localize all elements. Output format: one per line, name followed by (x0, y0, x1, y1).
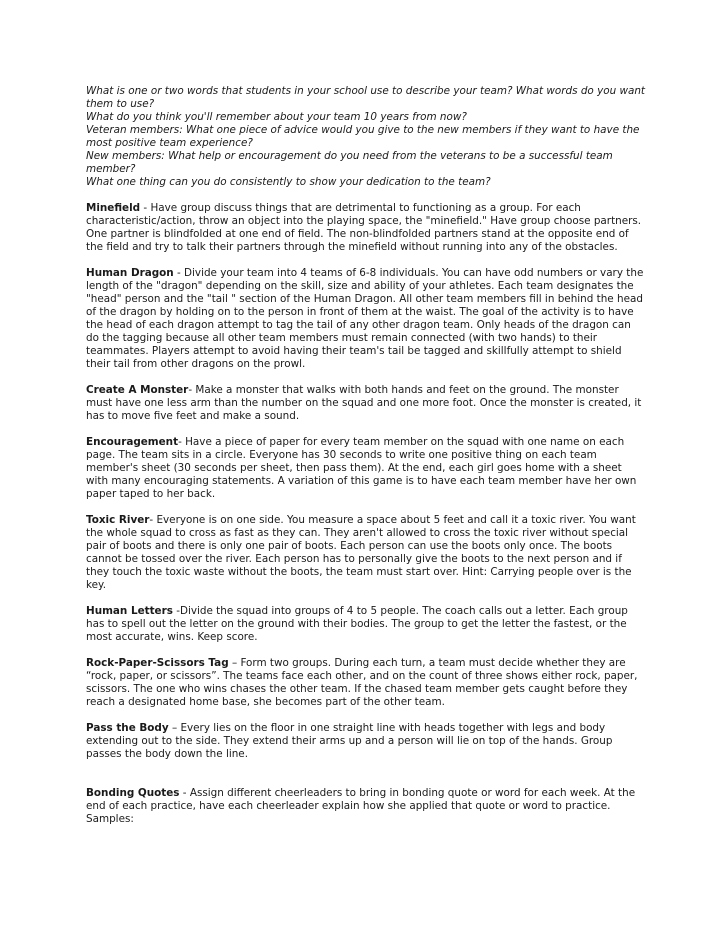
question-item: What is one or two words that students in your school use to describe your team? What words do you want them to use? (86, 85, 645, 110)
document-body (86, 85, 646, 826)
activity-title: Human Letters (86, 605, 173, 617)
activity-pass-the-body (86, 722, 646, 761)
activity-toxic-river (86, 514, 646, 592)
activity-encouragement (86, 436, 646, 501)
activity-title: Rock-Paper-Scissors Tag (86, 657, 229, 669)
activity-description: - Everyone is on one side. You measure a space about 5 feet and call it a toxic river. You want the whole squad to cross as fast as they can. They aren't allowed to cross the toxic river without special pair of boots and there is only one pair of boots. Each person can use the boots only once. The boots cannot be tossed over the river. Each person has to personally give the boots to the next person and if they touch the toxic waste without the boots, the team must start over. Hint: Carrying people over is the key. (86, 514, 636, 591)
activity-title: Pass the Body (86, 722, 169, 734)
activity-bonding-quotes (86, 787, 646, 813)
activity-description: – Form two groups. During each turn, a team must decide whether they are “rock, paper, or scissors”. The teams face each other, and on the count of three shows either rock, paper, scissors. The one who wins chases the other team. If the chased team member gets caught before they reach a designated home base, she becomes part of the other team. (86, 657, 638, 708)
activity-create-a-monster (86, 384, 646, 423)
samples-label: Samples: (86, 813, 134, 825)
question-item: Veteran members: What one piece of advice would you give to the new members if they want to have the most positive team experience? (86, 124, 640, 149)
activity-minefield (86, 202, 646, 254)
activity-description: - Assign different cheerleaders to bring in bonding quote or word for each week. At the end of each practice, have each cheerleader explain how she applied that quote or word to practice. (86, 787, 636, 812)
activity-human-dragon (86, 267, 646, 371)
activity-description: - Make a monster that walks with both hands and feet on the ground. The monster must have one less arm than the number on the squad and one more foot. Once the monster is created, it has to move five feet and make a sound. (86, 384, 642, 422)
activity-title: Toxic River (86, 514, 150, 526)
activity-description: - Divide your team into 4 teams of 6-8 individuals. You can have odd numbers or vary the length of the "dragon" depending on the skill, size and ability of your athletes. Each team designates the "head" person and the "tail " section of the Human Dragon. All other team members fill in behind the head of the dragon by holding on to the person in front of them at the waist. The goal of the activity is to have the head of each dragon attempt to tag the tail of any other dragon team. Only heads of the dragon can do the tagging because all other team members must remain connected (with two hands) to their teammates. Players attempt to avoid having their team's tail be tagged and skillfully attempt to shield their tail from other dragons on the prowl. (86, 267, 644, 370)
reflection-questions (86, 85, 646, 189)
question-item: What one thing can you do consistently to show your dedication to the team? (86, 176, 491, 188)
activity-title: Bonding Quotes (86, 787, 180, 799)
activity-description: - Have group discuss things that are detrimental to functioning as a group. For each characteristic/action, throw an object into the playing space, the "minefield." Have group choose partners. One partner is blindfolded at one end of field. The non-blindfolded partners stand at the opposite end of the field and try to talk their partners through the minefield without running into any of the obstacles. (86, 202, 642, 253)
activity-description: – Every lies on the floor in one straight line with heads together with legs and body extending out to the side. They extend their arms up and a person will lie on top of the hands. Group passes the body down the line. (86, 722, 613, 760)
activity-title: Human Dragon (86, 267, 174, 279)
activity-description: - Have a piece of paper for every team member on the squad with one name on each page. The team sits in a circle. Everyone has 30 seconds to write one positive thing on each team member's sheet (30 seconds per sheet, then pass them). At the end, each girl goes home with a sheet with many encouraging statements. A variation of this game is to have each team member have her own paper taped to her back. (86, 436, 637, 500)
activity-title: Encouragement (86, 436, 179, 448)
question-item: New members: What help or encouragement do you need from the veterans to be a successful team member? (86, 150, 613, 175)
activity-description: -Divide the squad into groups of 4 to 5 people. The coach calls out a letter. Each group has to spell out the letter on the ground with their bodies. The group to get the letter the fastest, or the most accurate, wins. Keep score. (86, 605, 628, 643)
question-item: What do you think you'll remember about your team 10 years from now? (86, 111, 467, 123)
activity-rock-paper-scissors-tag (86, 657, 646, 709)
activity-title: Minefield (86, 202, 141, 214)
activity-human-letters (86, 605, 646, 644)
activity-title: Create A Monster (86, 384, 189, 396)
